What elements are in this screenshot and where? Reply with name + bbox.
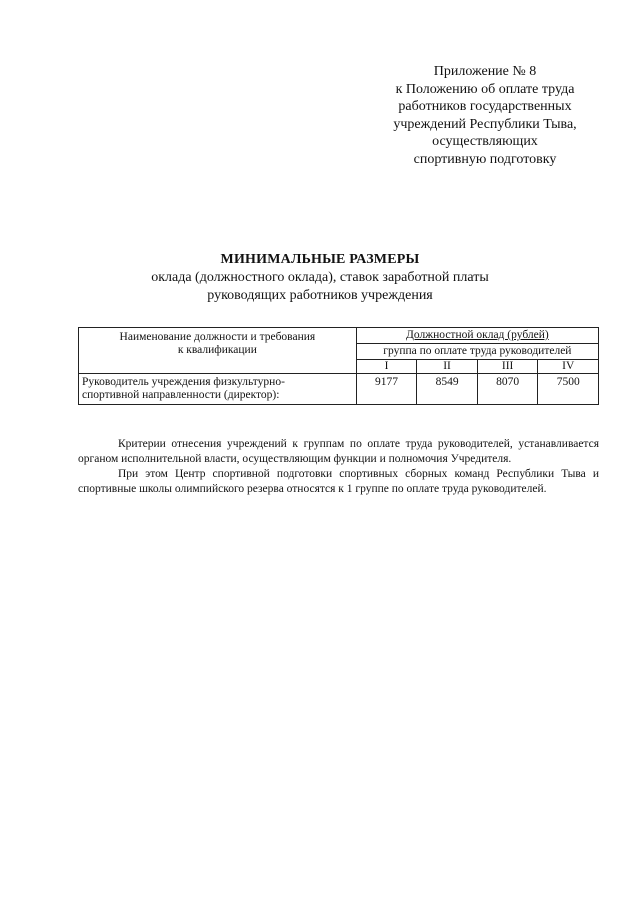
group-header: группа по оплате труда руководителей [356,344,598,360]
salary-header-cell [356,328,598,344]
main-title: МИНИМАЛЬНЫЕ РАЗМЕРЫ [220,252,420,267]
appendix-header [380,63,590,168]
group-label: I [356,360,417,374]
position-name-cell [79,374,357,405]
appendix-number: Приложение № 8 [433,64,537,79]
paragraph-criteria [78,437,599,467]
paragraph-text: При этом Центр спортивной подготовки спортивных сборных команд Республики Тыва и спортивные школы олимпийского резерва относятся к 1 группе по оплате труда руководителей. [78,468,599,495]
document-title [0,251,640,305]
salary-value: 7500 [538,374,599,405]
position-header-cell [79,328,357,374]
salary-table [78,327,599,405]
appendix-line: осуществляющих [432,134,538,149]
group-label: II [417,360,478,374]
paragraph-text: Критерии отнесения учреждений к группам по оплате труда руководителей, устанавливается органом исполнительной власти, осуществляющим функции и полномочия Учредителя. [78,438,599,465]
appendix-line: работников государственных [398,99,572,114]
salary-value: 8549 [417,374,478,405]
table-row [79,374,599,405]
subtitle: руководящих работников учреждения [207,288,433,303]
appendix-line: к Положению об оплате труда [395,81,575,97]
appendix-line: учреждений Республики Тыва, [393,116,577,132]
group-label: IV [538,360,599,374]
salary-header: Должностной оклад (рублей) [406,329,549,341]
salary-value: 9177 [356,374,417,405]
subtitle: оклада (должностного оклада), ставок заработной платы [151,270,489,285]
appendix-line: спортивную подготовку [413,151,557,167]
position-header: к квалификации [177,344,257,356]
group-label: III [477,360,538,374]
paragraph-groups [78,467,599,497]
salary-value: 8070 [477,374,538,405]
position-name: Руководитель учреждения физкультурно- [82,376,285,388]
position-name: спортивной направленности (директор): [82,389,280,401]
position-header: Наименование должности и требования [119,331,316,343]
